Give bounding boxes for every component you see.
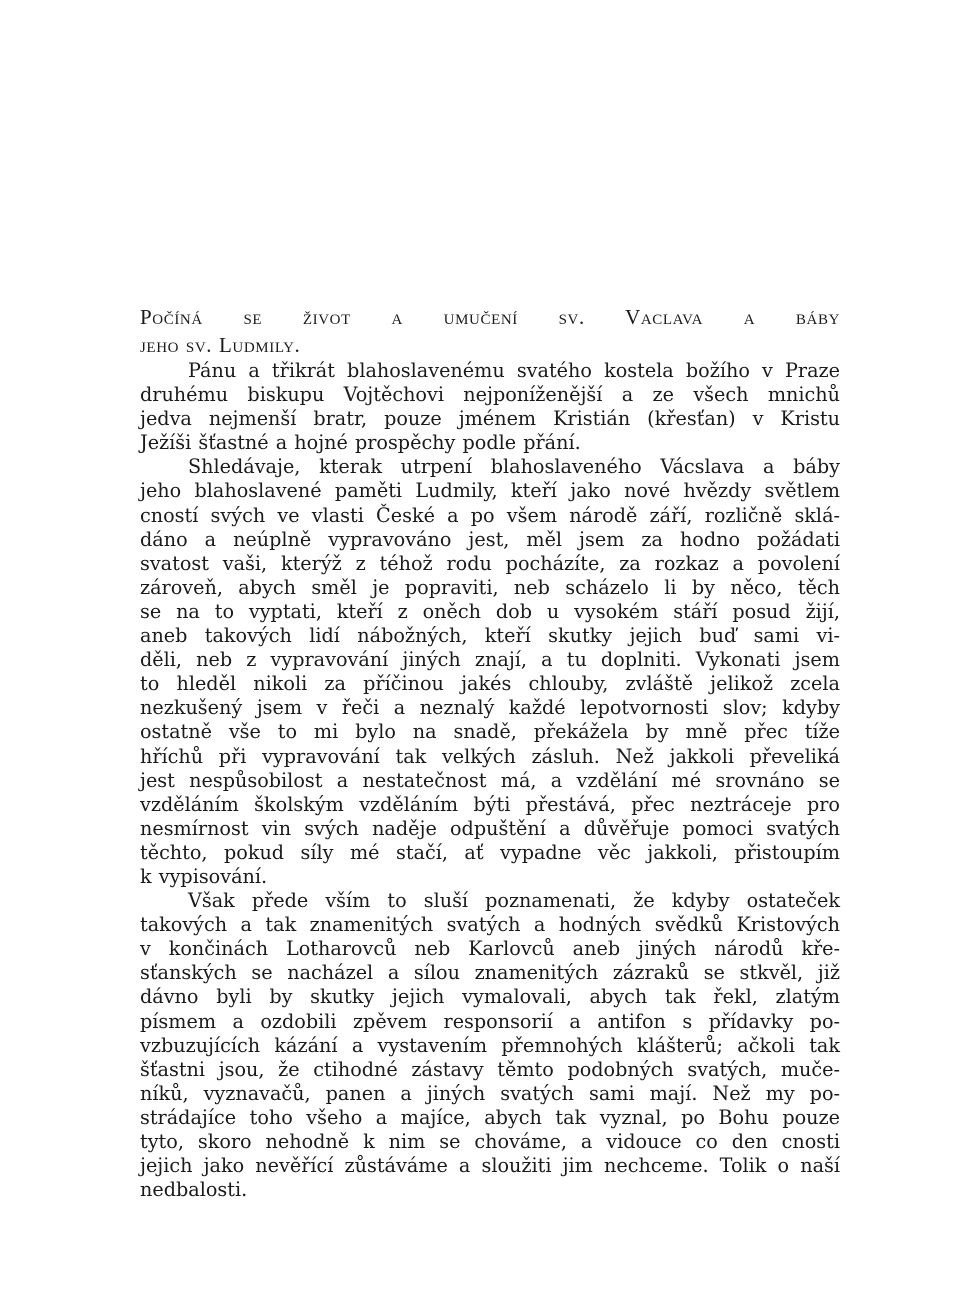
text-line: jeho blahoslavené paměti Ludmily, kteří jako nové hvězdy světlem bbox=[140, 479, 840, 503]
text-line: hříchů při vypravování tak velkých zásluh. Než jakkoli převeliká bbox=[140, 744, 840, 768]
paragraph-1 bbox=[140, 359, 840, 455]
text-line: cností svých ve vlasti České a po všem národě září, rozličně sklá- bbox=[140, 503, 840, 527]
text-line: Pánu a třikrát blahoslavenému svatého kostela božího v Praze bbox=[188, 359, 840, 382]
text-line: takových a tak znamenitých svatých a hodných svědků Kristových bbox=[140, 913, 840, 937]
text-line: v končinách Lotharovců neb Karlovců aneb jiných národů kře- bbox=[140, 937, 840, 961]
text-line: sťanských se nacházel a sílou znamenitých zázraků se stkvěl, již bbox=[140, 961, 840, 985]
text-line: níků, vyznavačů, panen a jiných svatých sami mají. Než my po- bbox=[140, 1081, 840, 1105]
title-line-1: Počíná se život a umučení sv. Vaclava a báby bbox=[140, 305, 840, 329]
text-line: těchto, pokud síly mé stačí, ať vypadne věc jakkoli, přistoupím bbox=[140, 840, 840, 864]
text-line: to hleděl nikoli za příčinou jakés chlouby, zvláště jelikož zcela bbox=[140, 672, 840, 696]
text-line: nedbalosti. bbox=[140, 1178, 248, 1202]
text-line: ostatně vše to mi bylo na snadě, překážela by mně přec tíže bbox=[140, 720, 840, 744]
text-line: tyto, skoro nehodně k nim se chováme, a vidouce co den cnosti bbox=[140, 1130, 840, 1153]
text-line: děli, neb z vypravování jiných znají, a tu doplniti. Vykonati jsem bbox=[140, 648, 840, 672]
text-line: jejich jako nevěřící zůstáváme a sloužiti jim nechceme. Tolik o naší bbox=[140, 1154, 840, 1178]
text-line: druhému biskupu Vojtěchovi nejponíženější a ze všech mnichů bbox=[140, 383, 840, 407]
text-line: aneb takových lidí nábožných, kteří skutky jejich buď sami vi- bbox=[140, 624, 840, 648]
text-line: Však přede vším to sluší poznamenati, že kdyby ostateček bbox=[188, 889, 840, 913]
paragraph-3 bbox=[140, 889, 840, 1202]
text-line: vzbuzujících kázání a vystavením přemnohých klášterů; ačkoli tak bbox=[140, 1033, 840, 1057]
text-line: jest nespůsobilost a nestatečnost má, a vzdělání mé srovnáno se bbox=[140, 768, 840, 792]
text-block bbox=[140, 303, 840, 1202]
text-line: Ježíši šťastné a hojné prospěchy podle přání. bbox=[140, 431, 581, 455]
text-line: k vypisování. bbox=[140, 864, 268, 888]
text-line: zároveň, abych směl je popraviti, neb scházelo li by něco, těch bbox=[140, 575, 840, 599]
text-line: Shledávaje, kterak utrpení blahoslaveného Vácslava a báby bbox=[188, 455, 840, 479]
text-line: strádajíce toho všeho a majíce, abych tak vyznal, po Bohu pouze bbox=[140, 1105, 840, 1129]
text-line: se na to vyptati, kteří z oněch dob u vysokém stáří posud žijí, bbox=[140, 599, 840, 623]
text-line: šťastni jsou, že ctihodné zástavy těmto podobných svatých, mučе- bbox=[140, 1057, 840, 1081]
text-line: svatost vaši, kterýž z téhož rodu pocházíte, za rozkaz a povolení bbox=[140, 551, 840, 575]
text-line: nesmírnost vin svých naděje odpuštění a důvěřuje pomoci svatých bbox=[140, 816, 840, 840]
text-line: dáno a neúplně vypravováno jest, měl jsem za hodno požádati bbox=[140, 527, 840, 551]
paragraph-2 bbox=[140, 455, 840, 889]
text-line: jedva nejmenší bratr, pouze jménem Kristián (křesťan) v Kristu bbox=[140, 407, 840, 431]
text-line: dávno byli by skutky jejich vymalovali, abych tak řekl, zlatým bbox=[140, 985, 840, 1009]
title-line-2: jeho sv. Ludmily. bbox=[140, 333, 301, 357]
text-line: písmem a ozdobili zpěvem responsorií a antifon s přídavky po- bbox=[140, 1009, 840, 1033]
text-line: vzděláním školským vzděláním býti přestává, přec neztráceje pro bbox=[140, 792, 840, 816]
text-line: nezkušený jsem v řeči a neznalý každé lepotvornosti slov; kdyby bbox=[140, 696, 840, 720]
